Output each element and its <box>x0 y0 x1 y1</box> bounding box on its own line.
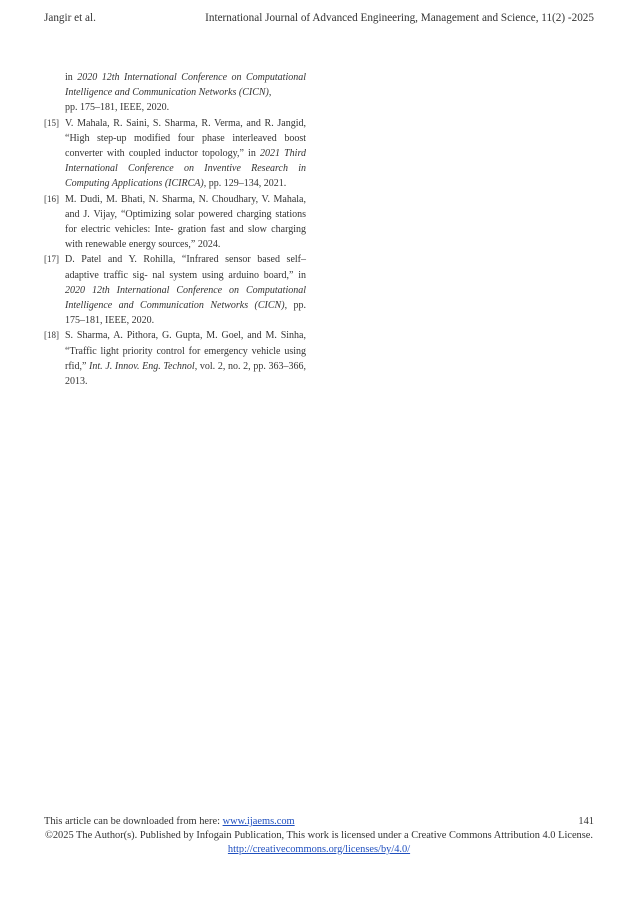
header-journal: International Journal of Advanced Engineering, Management and Science, 11(2) -2025 <box>205 12 594 24</box>
reference-number: [16] <box>44 193 59 204</box>
reference-text-after: , vol. 2, no. 2, pp. 363–366, 2013. <box>65 360 306 388</box>
reference-item <box>44 116 306 192</box>
reference-text <box>65 192 306 253</box>
reference-text-before: D. Patel and Y. Rohilla, “Infrared sensor based self–adaptive traffic sig- nal system using arduino board,” in <box>65 254 306 281</box>
reference-text-before: S. Sharma, A. Pithora, G. Gupta, M. Goel, and M. Sinha, “Traffic light priority control for emergency vehicle using rfid,” <box>65 330 306 372</box>
reference-venue: Int. J. Innov. Eng. Technol <box>89 360 195 372</box>
footer-download-text: This article can be downloaded from here: <box>44 816 223 827</box>
references-list <box>44 70 306 389</box>
reference-text-after: , pp. 175–181, IEEE, 2020. <box>65 300 306 327</box>
continuation-suffix: , <box>268 87 272 99</box>
footer-download <box>44 815 295 829</box>
page-header <box>44 12 594 24</box>
continuation-venue: 2020 12th International Conference on Computational Intelligence and Communication Networks (CICN) <box>65 72 307 99</box>
page-number: 141 <box>578 816 594 827</box>
reference-number: [17] <box>44 254 59 265</box>
page-footer <box>44 815 594 857</box>
reference-venue: 2021 Third International Conference on Inventive Research in Computing Applications (ICIRCA) <box>65 148 306 190</box>
license-link[interactable]: http://creativecommons.org/licenses/by/4.0/ <box>227 844 411 855</box>
footer-license-text: ©2025 The Author(s). Published by Infogain Publication, This work is licensed under a Creative Commons Attribution 4.0 License. <box>44 830 594 841</box>
reference-text-before: M. Dudi, M. Bhati, N. Sharma, N. Choudhary, V. Mahala, and J. Vijay, “Optimizing solar powered charging stations for electric vehicles: Inte- gration fast and slow charging with renewable energy sources,” 2024. <box>65 193 306 251</box>
reference-number: [18] <box>44 330 59 341</box>
journal-link[interactable]: www.ijaems.com <box>222 816 295 827</box>
reference-text <box>65 116 306 192</box>
reference-venue: 2020 12th International Conference on Computational Intelligence and Communication Networks (CICN) <box>65 284 306 312</box>
reference-text-after: , pp. 129–134, 2021. <box>203 178 287 190</box>
reference-item <box>44 192 306 253</box>
reference-text <box>65 252 306 328</box>
reference-text-before: V. Mahala, R. Saini, S. Sharma, R. Verma, and R. Jangid, “High step-up modified four phase interleaved boost converter with coupled inductor topology,” in <box>65 117 306 160</box>
footer-license <box>44 829 594 857</box>
continuation-prefix: in <box>65 72 78 83</box>
reference-text <box>65 328 306 389</box>
header-authors: Jangir et al. <box>44 12 96 24</box>
reference-item <box>44 328 306 389</box>
footer-download-line <box>44 815 594 829</box>
reference-item <box>44 252 306 328</box>
reference-number: [15] <box>44 117 59 128</box>
reference-continuation <box>44 70 306 116</box>
continuation-pages: pp. 175–181, IEEE, 2020. <box>65 102 170 114</box>
